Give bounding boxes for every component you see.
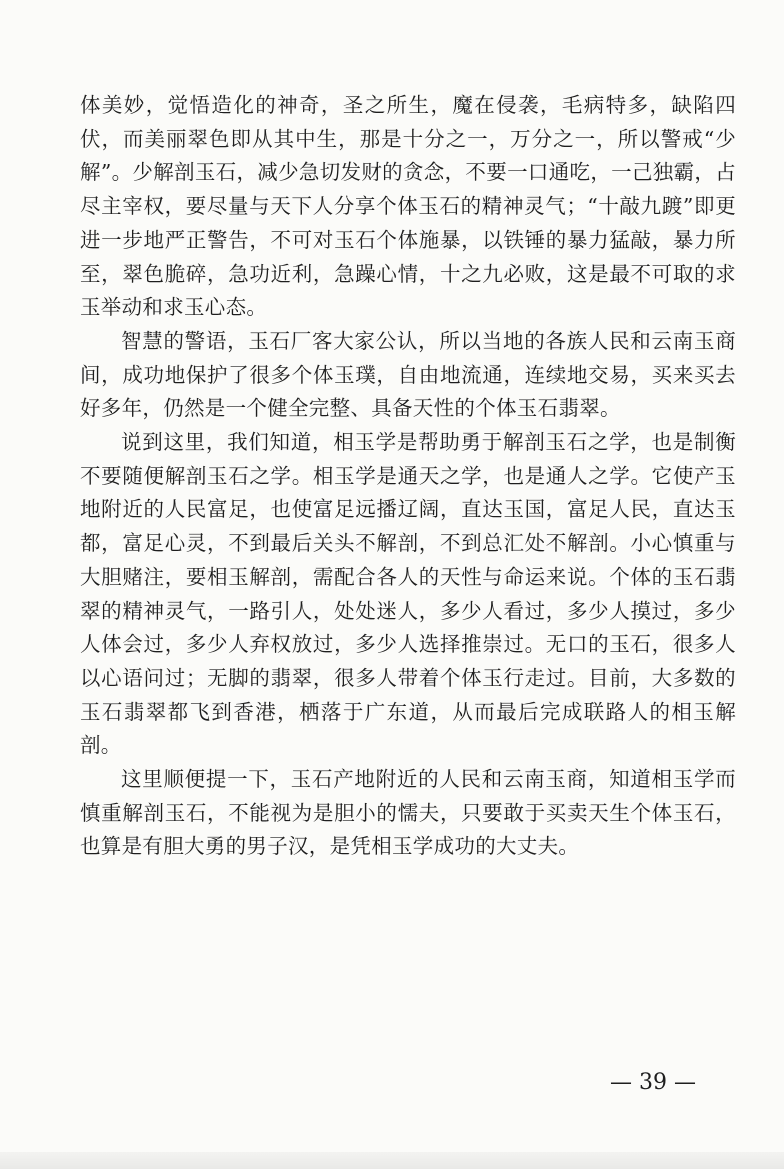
page-number: — 39 —: [610, 1070, 696, 1095]
page-bottom-edge: [0, 1152, 784, 1169]
paragraph: 这里顺便提一下，玉石产地附近的人民和云南玉商，知道相玉学而慎重解剖玉石，不能视为是胆小的懦夫，只要敢于买卖天生个体玉石，也算是有胆大勇的男子汉，是凭相玉学成功的大丈夫。: [80, 767, 736, 859]
paragraph: 智慧的警语，玉石厂客大家公认，所以当地的各族人民和云南玉商间，成功地保护了很多个体玉璞，自由地流通，连续地交易，买来买去好多年，仍然是一个健全完整、具备天性的个体玉石翡翠。: [80, 328, 736, 421]
paragraph: 说到这里，我们知道，相玉学是帮助勇于解剖玉石之学，也是制衡不要随便解剖玉石之学。相玉学是通天之学，也是通人之学。它使产玉地附近的人民富足，也使富足远播辽阔，直达玉国，富足人民，直达玉都，富足心灵，不到最后关头不解剖，不到总汇处不解剖。小心慎重与大胆赌注，要相玉解剖，需配合各人的天性与命运来说。个体的玉石翡翠的精神灵气，一路引人，处处迷人，多少人看过，多少人摸过，多少人体会过，多少人弃权放过，多少人选择推崇过。无口的玉石，很多人以心语问过；无脚的翡翠，很多人带着个体玉行走过。目前，大多数的玉石翡翠都飞到香港，栖落于广东道，从而最后完成联路人的相玉解剖。: [80, 430, 736, 758]
body-text: [80, 89, 736, 864]
paragraph-continued: 体美妙，觉悟造化的神奇，圣之所生，魔在侵袭，毛病特多，缺陷四伏，而美丽翠色即从其中生，那是十分之一，万分之一，所以警戒“少解”。少解剖玉石，减少急切发财的贪念，不要一口通吃，一己独霸，占尽主宰权，要尽量与天下人分享个体玉石的精神灵气；“十敲九踱”即更进一步地严正警告，不可对玉石个体施暴，以铁锤的暴力猛敲，暴力所至，翠色脆碎，急功近利，急躁心情，十之九必败，这是最不可取的求玉举动和求玉心态。: [80, 93, 736, 320]
